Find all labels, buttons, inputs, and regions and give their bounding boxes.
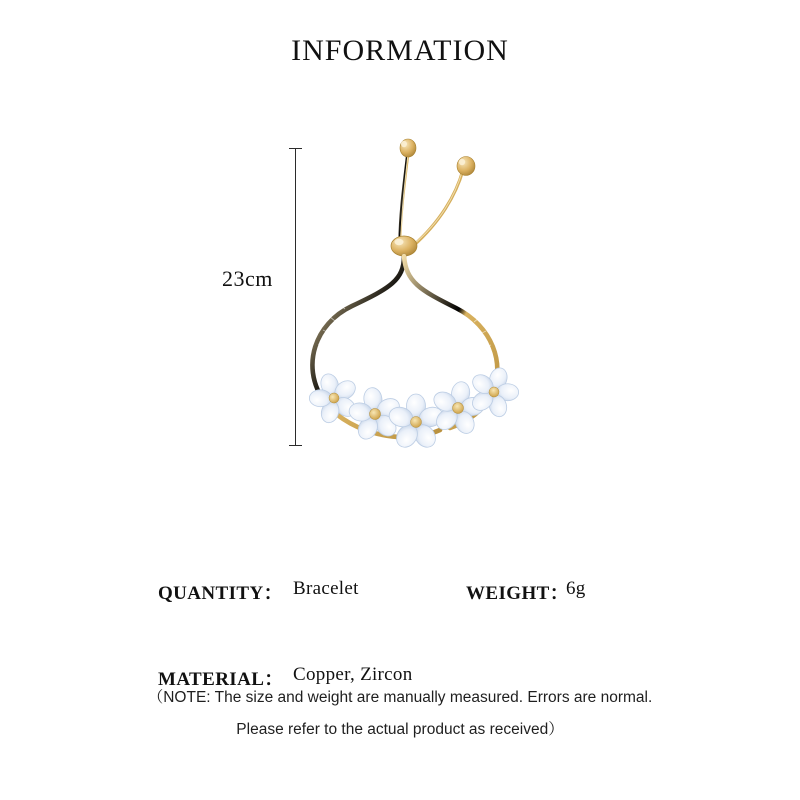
- note-line-1: （NOTE: The size and weight are manually measured. Errors are normal.: [147, 689, 653, 706]
- quantity-label: QUANTITY：: [158, 583, 284, 604]
- slider-cords: [400, 152, 463, 246]
- product-image: [280, 130, 530, 470]
- flower-cluster: [301, 360, 526, 451]
- spec-row-quantity-weight: [0, 572, 800, 615]
- bracelet-illustration: [280, 130, 530, 470]
- dimension-label: 23cm: [222, 266, 273, 291]
- spec-row-material: [0, 615, 800, 690]
- chain-links: [316, 264, 493, 388]
- end-bead-right: [457, 157, 475, 176]
- weight-value: 6g: [566, 578, 586, 599]
- note-line-2: Please refer to the actual product as received）: [236, 721, 564, 738]
- spec-list: [0, 572, 800, 690]
- note-block: [0, 682, 800, 746]
- slider-bead: [391, 236, 417, 256]
- material-value: Copper, Zircon: [293, 664, 413, 685]
- weight-label: WEIGHT：: [466, 583, 570, 604]
- material-label: MATERIAL：: [158, 669, 284, 690]
- page-title: INFORMATION: [291, 34, 509, 67]
- quantity-value: Bracelet: [293, 578, 359, 599]
